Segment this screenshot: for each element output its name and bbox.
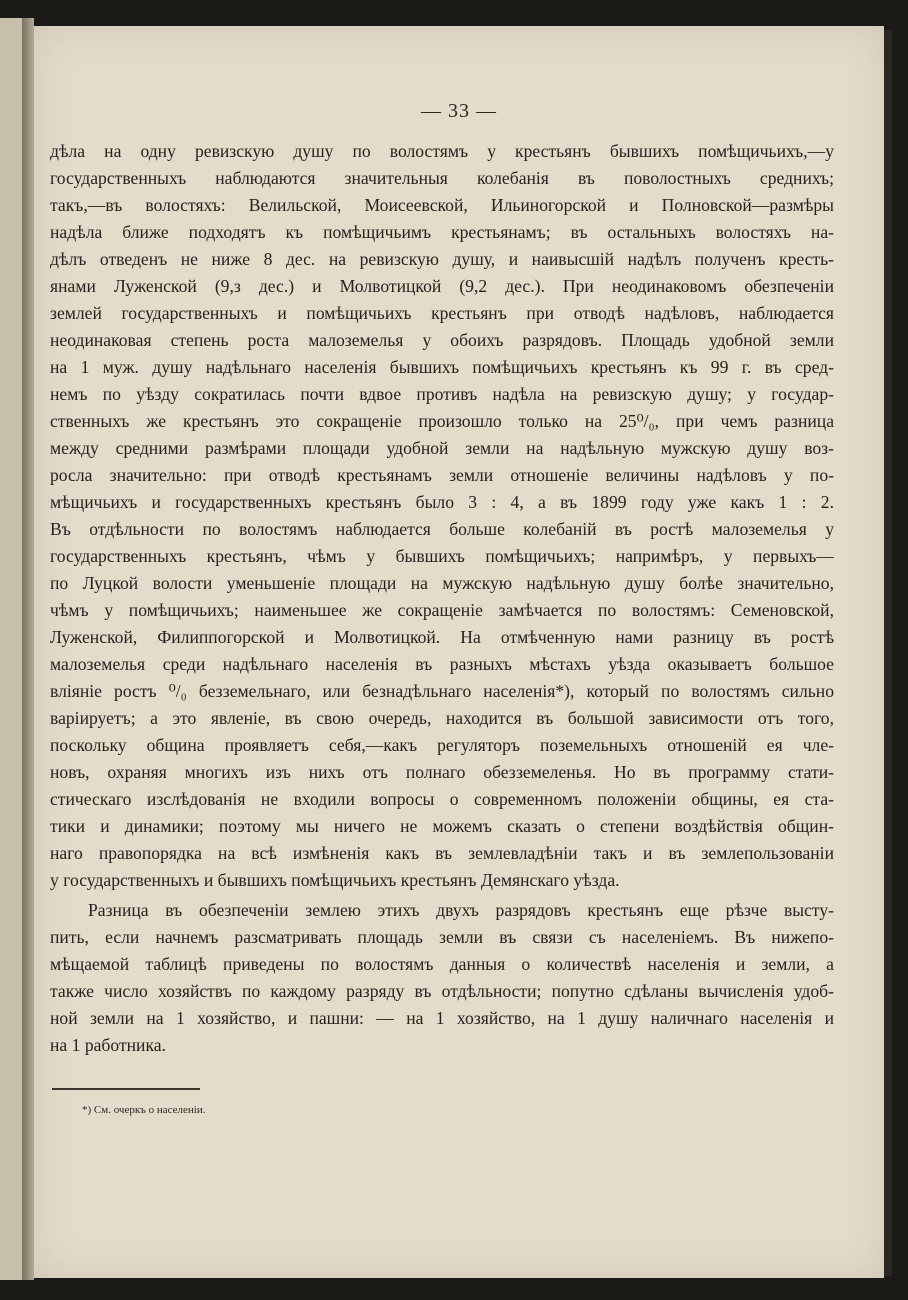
text-line: ной земли на 1 хозяйство, и пашни: — на 1 хозяйство, на 1 душу наличнаго населенія и <box>50 1008 834 1028</box>
text-line: стическаго изслѣдованія не входили вопросы о современномъ положеніи общины, ея ста- <box>50 789 834 809</box>
footnote-divider <box>52 1088 200 1090</box>
text-line: надѣла ближе подходятъ къ помѣщичьимъ крестьянамъ; въ остальныхъ волостяхъ на- <box>50 222 834 242</box>
text-line: чѣмъ у помѣщичьихъ; наименьшее же сокращеніе замѣчается по волостямъ: Семеновской, <box>50 600 834 620</box>
text-line: Въ отдѣльности по волостямъ наблюдается больше колебаній въ ростѣ малоземелья у <box>50 519 834 539</box>
text-line: наго правопорядка на всѣ измѣненія какъ въ землевладѣніи такъ и въ землепользованіи <box>50 843 834 863</box>
text-line: неодинаковая степень роста малоземелья у обоихъ разрядовъ. Площадь удобной земли <box>50 330 834 350</box>
text-line: ственныхъ же крестьянъ это сокращеніе произошло только на 25⁰/₀, при чемъ разница <box>50 411 834 431</box>
text-line: государственныхъ крестьянъ, чѣмъ у бывшихъ помѣщичьихъ; напримѣръ, у первыхъ— <box>50 546 834 566</box>
text-line: Разница въ обезпеченіи землею этихъ двухъ разрядовъ крестьянъ еще рѣзче высту- <box>88 900 834 920</box>
text-line: немъ по уѣзду сократилась почти вдвое противъ надѣла на ревизскую душу; у государ- <box>50 384 834 404</box>
text-line: малоземелья среди надѣльнаго населенія въ разныхъ мѣстахъ уѣзда оказываетъ большое <box>50 654 834 674</box>
text-line: между средними размѣрами площади удобной земли на надѣльную мужскую душу воз- <box>50 438 834 458</box>
text-line: на 1 работника. <box>50 1035 166 1055</box>
book-page <box>34 26 884 1278</box>
text-line: дѣлъ отведенъ не ниже 8 дес. на ревизскую душу, и наивысшій надѣлъ полученъ кресть- <box>50 249 834 269</box>
paragraph-1 <box>50 138 834 894</box>
paragraph-2 <box>50 897 834 1059</box>
book-spine <box>22 18 34 1280</box>
left-page-edge <box>0 18 22 1280</box>
text-line: дѣла на одну ревизскую душу по волостямъ у крестьянъ бывшихъ помѣщичьихъ,—у <box>50 141 834 161</box>
text-line: новъ, охраняя многихъ изъ нихъ отъ полнаго обезземеленья. Но въ программу стати- <box>50 762 834 782</box>
text-line: янами Луженской (9,з дес.) и Молвотицкой (9,2 дес.). При неодинаковомъ обезпеченіи <box>50 276 834 296</box>
text-line: тики и динамики; поэтому мы ничего не можемъ сказать о степени воздѣйствія общин- <box>50 816 834 836</box>
text-line: росла значительно: при отводѣ крестьянамъ земли отношеніе величины надѣловъ у по- <box>50 465 834 485</box>
text-line: по Луцкой волости уменьшеніе площади на мужскую надѣльную душу болѣе значительно, <box>50 573 834 593</box>
text-line: Луженской, Филиппогорской и Молвотицкой. На отмѣченную нами разницу въ ростѣ <box>50 627 834 647</box>
page-number: — 33 — <box>421 100 497 122</box>
footnote: *) См. очеркъ о населеніи. <box>82 1104 206 1116</box>
right-page-edge <box>884 30 892 1276</box>
text-line: у государственныхъ и бывшихъ помѣщичьихъ крестьянъ Демянскаго уѣзда. <box>50 870 620 890</box>
text-line: пить, если начнемъ разсматривать площадь земли въ связи съ населеніемъ. Въ нижепо- <box>50 927 834 947</box>
text-line: такъ,—въ волостяхъ: Велильской, Моисеевской, Ильиногорской и Полновской—размѣры <box>50 195 834 215</box>
text-line: мѣщаемой таблицѣ приведены по волостямъ данныя о количествѣ населенія и земли, а <box>50 954 834 974</box>
text-line: землей государственныхъ и помѣщичьихъ крестьянъ при отводѣ надѣловъ, наблюдается <box>50 303 834 323</box>
text-line: государственныхъ наблюдаются значительныя колебанія въ поволостныхъ среднихъ; <box>50 168 834 188</box>
text-line: варіируетъ; а это явленіе, въ свою очередь, находится въ большой зависимости отъ того, <box>50 708 834 728</box>
text-line: вліяніе ростъ ⁰/₀ безземельнаго, или безнадѣльнаго населенія*), который по волостямъ сильно <box>50 681 834 701</box>
text-line: также число хозяйствъ по каждому разряду въ отдѣльности; попутно сдѣланы вычисленія удоб- <box>50 981 834 1001</box>
text-line: поскольку община проявляетъ себя,—какъ регуляторъ поземельныхъ отношеній ея чле- <box>50 735 834 755</box>
text-line: мѣщичьихъ и государственныхъ крестьянъ было 3 : 4, а въ 1899 году уже какъ 1 : 2. <box>50 492 834 512</box>
text-line: на 1 муж. душу надѣльнаго населенія бывшихъ помѣщичьихъ крестьянъ къ 99 г. въ сред- <box>50 357 834 377</box>
